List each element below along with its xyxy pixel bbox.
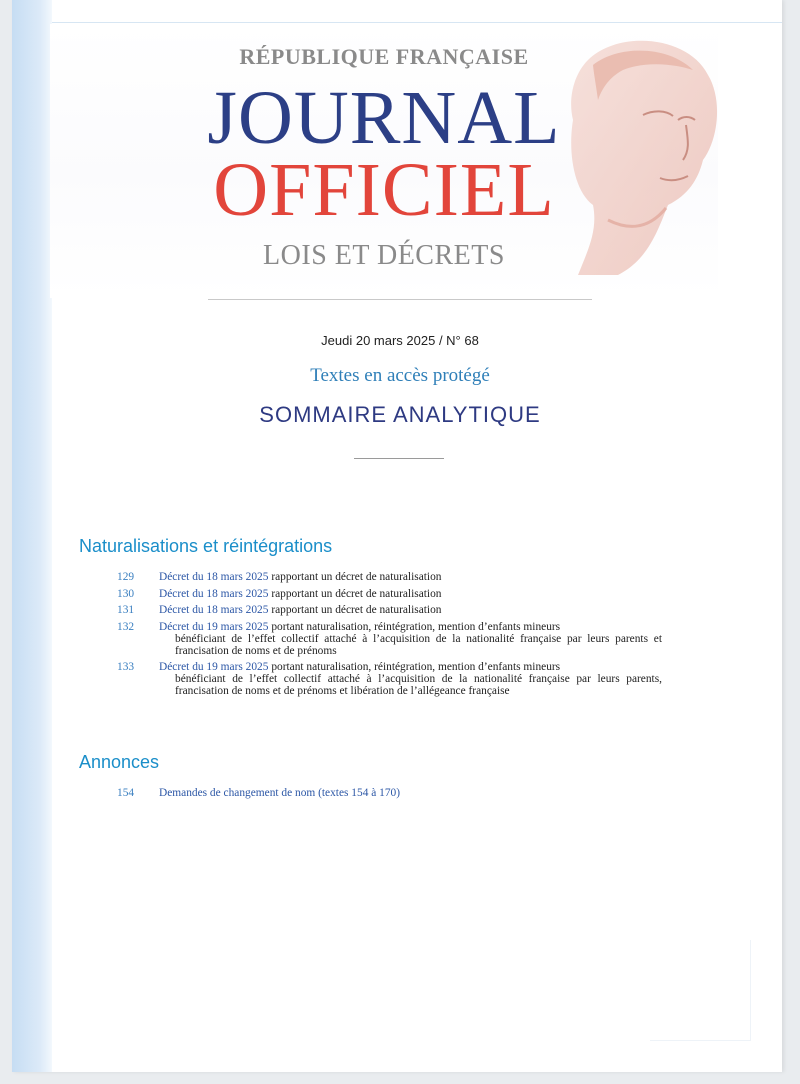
issue-date: Jeudi 20 mars 2025 / N° 68 <box>321 333 479 348</box>
entry-continuation: bénéficiant de l’effet collectif attaché à l’acquisition de la nationalité française par leurs parents, francisation de noms et de prénoms et libération de l’allégeance française <box>175 673 662 697</box>
masthead-divider <box>208 299 592 300</box>
journal-title: JOURNAL <box>207 76 561 160</box>
masthead <box>50 24 718 298</box>
annonces-list <box>117 787 662 804</box>
sommaire-heading: SOMMAIRE ANALYTIQUE <box>259 402 541 427</box>
entry-number: 129 <box>117 571 135 583</box>
naturalisations-list <box>117 571 662 702</box>
decree-link[interactable]: Décret du 19 mars 2025 <box>159 661 269 673</box>
list-item <box>117 621 662 657</box>
entry-number: 132 <box>117 620 135 633</box>
entry-number: 131 <box>117 604 135 616</box>
list-item <box>117 604 662 616</box>
list-item <box>117 588 662 600</box>
entry-text: portant naturalisation, réintégration, mention d’enfants mineurs <box>271 620 561 633</box>
annonce-link[interactable]: Demandes de changement de nom (textes 154 à 170) <box>159 787 401 799</box>
entry-text: portant naturalisation, réintégration, mention d’enfants mineurs <box>271 661 561 673</box>
access-notice: Textes en accès protégé <box>310 365 490 386</box>
decree-link[interactable]: Décret du 18 mars 2025 <box>159 587 269 600</box>
list-item <box>117 661 662 697</box>
entry-number: 130 <box>117 587 135 600</box>
section-title-naturalisations: Naturalisations et réintégrations <box>79 536 333 556</box>
officiel-title: OFFICIEL <box>213 148 555 232</box>
entry-continuation: bénéficiant de l’effet collectif attaché à l’acquisition de la nationalité française par leurs parents et francisation de noms et de prénoms <box>175 632 662 657</box>
decree-link[interactable]: Décret du 18 mars 2025 <box>159 571 269 583</box>
entry-text: rapportant un décret de naturalisation <box>271 604 442 616</box>
republique-francaise-label: RÉPUBLIQUE FRANÇAISE <box>239 44 529 69</box>
list-item <box>117 571 662 583</box>
section-title-annonces: Annonces <box>79 752 160 772</box>
entry-text: rapportant un décret de naturalisation <box>271 571 442 583</box>
page-top-margin <box>52 0 782 23</box>
page-corner <box>650 940 751 1041</box>
page-edge-shadow <box>12 0 52 1072</box>
decree-link[interactable]: Décret du 19 mars 2025 <box>159 620 269 633</box>
lois-et-decrets-label: LOIS ET DÉCRETS <box>263 240 505 271</box>
decree-link[interactable]: Décret du 18 mars 2025 <box>159 604 269 616</box>
entry-text: rapportant un décret de naturalisation <box>271 587 442 600</box>
entry-number: 154 <box>117 787 135 799</box>
sommaire-divider <box>354 458 444 459</box>
entry-number: 133 <box>117 661 135 673</box>
list-item <box>117 787 662 799</box>
